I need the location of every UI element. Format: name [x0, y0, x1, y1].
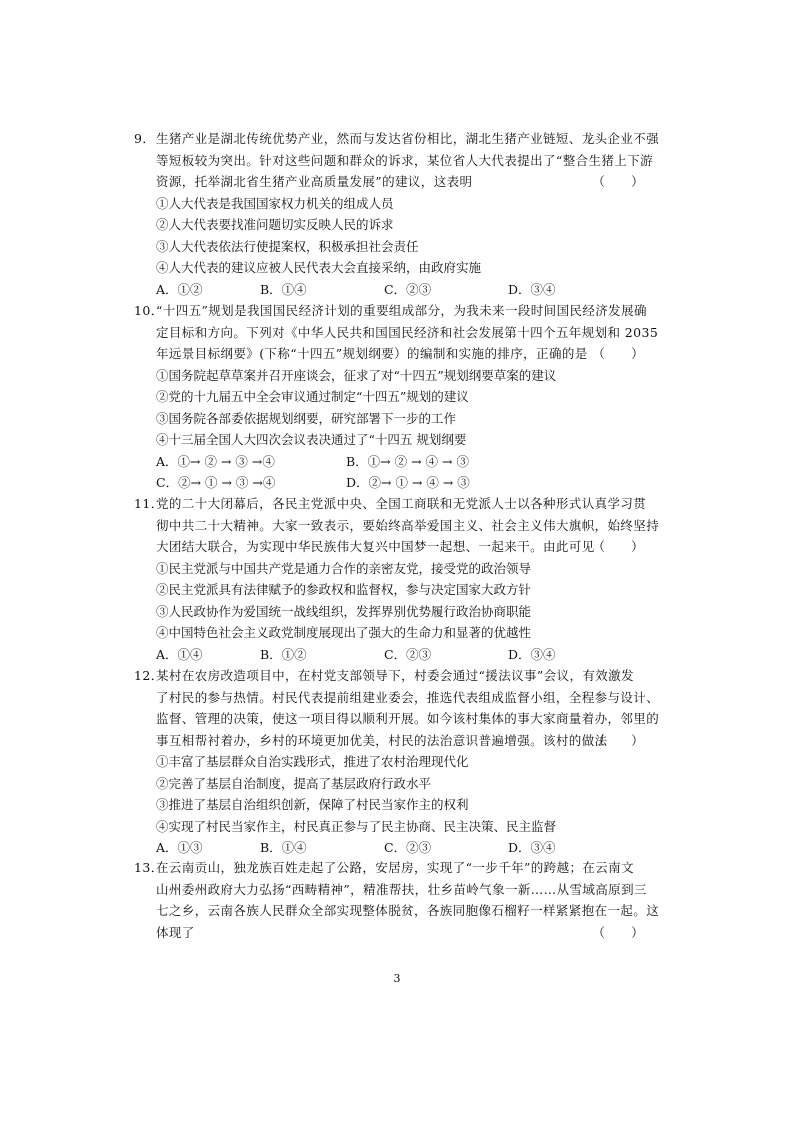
option-row	[136, 279, 644, 301]
question-stem-line: 定目标和方向。下列对《中华人民共和国国民经济和社会发展第十四个五年规划和 2035	[156, 324, 659, 340]
statement-item: ①民主党派与中国共产党是通力合作的亲密友党，接受党的政治领导	[156, 560, 532, 576]
question-number: 9．	[134, 131, 156, 146]
option-d: D．③④	[508, 281, 556, 297]
question-stem-line: 山州委州政府大力弘扬“西畴精神”，精准帮扶，壮乡苗岭气象一新……从雪域高原到三	[156, 881, 647, 897]
statement-item: ①国务院起草草案并召开座谈会，征求了对“十四五”规划纲要草案的建议	[156, 367, 557, 383]
statement-item: ②党的十九届五中全会审议通过制定“十四五”规划的建议	[156, 389, 469, 404]
option-c: C．②③	[384, 646, 432, 662]
statement-item: ④人大代表的建议应被人民代表大会直接采纳，由政府实施	[156, 260, 482, 275]
answer-paren: （ ）	[592, 346, 644, 361]
statement-item: ③国务院各部委依据规划纲要，研究部署下一步的工作	[156, 410, 457, 426]
statement-item: ②民主党派具有法律赋予的参政权和监督权，参与决定国家大政方针	[156, 582, 532, 597]
question-stem-line: 监督、管理的决策，使这一项目得以顺利开展。如今该村集体的事大家商量着办，邻里的	[156, 711, 660, 726]
option-b: B．①④	[260, 840, 307, 855]
statement-item: ③人大代表依法行使提案权，积极承担社会责任	[156, 238, 419, 254]
option-a: A．①②	[156, 281, 203, 297]
question-11	[134, 493, 660, 665]
option-c: C．②③	[384, 281, 432, 297]
statement-item: ③推进了基层自治组织创新，保障了村民当家作主的权利	[156, 797, 469, 812]
question-number: 10．	[134, 303, 164, 318]
question-stem-line: 大团结大联合，为实现中华民族伟大复兴中国梦一起想、一起来干。由此可见	[156, 539, 595, 554]
question-number: 12．	[134, 668, 164, 683]
option-c: C．②→ ① → ③ →④	[156, 475, 276, 490]
option-d: D．③④	[508, 646, 556, 662]
question-stem-line: 七之乡，云南各族人民群众全部实现整体脱贫，各族同胞像石榴籽一样紧紧抱在一起。这	[156, 903, 660, 918]
question-12	[134, 665, 660, 859]
statement-item: ②完善了基层自治制度，提高了基层政府行政水平	[156, 775, 432, 791]
question-stem-line: 党的二十大闭幕后，各民主党派中央、全国工商联和无党派人士以各种形式认真学习贯	[156, 496, 647, 511]
question-stem-line: 体现了	[156, 924, 195, 940]
question-stem-line: 资源，托举湖北省生猪产业高质量发展”的建议，这表明	[156, 174, 473, 189]
statement-item: ①丰富了基层群众自治实践形式，推进了农村治理现代化	[156, 754, 469, 769]
question-stem-line: 生猪产业是湖北传统优势产业，然而与发达省份相比，湖北生猪产业链短、龙头企业不强	[156, 131, 660, 146]
statement-item: ④十三届全国人大四次会议表决通过了“十四五 规划纲要	[156, 432, 467, 447]
page-number: 3	[393, 972, 401, 985]
option-row	[136, 644, 644, 666]
question-number: 11．	[134, 496, 164, 511]
question-stem-line: “十四五”规划是我国国民经济计划的重要组成部分，为我未来一段时间国民经济发展确	[156, 303, 647, 318]
statement-item: ①人大代表是我国国家权力机关的组成人员	[156, 195, 394, 211]
question-stem-line: 事互相帮衬着办，乡村的环境更加优美，村民的法治意识普遍增强。该村的做法	[156, 732, 608, 748]
answer-paren: （ ）	[592, 539, 644, 554]
option-d: D．②→ ① → ④ → ③	[346, 475, 470, 490]
question-stem-line: 等短板较为突出。针对这些问题和群众的诉求，某位省人大代表提出了“整合生猪上下游	[156, 152, 653, 168]
question-stem-line: 某村在农房改造项目中，在村党支部领导下，村委会通过“援法议事”会议，有效激发	[156, 668, 634, 683]
question-9	[134, 128, 660, 300]
question-number: 13．	[134, 860, 164, 875]
option-row	[136, 451, 644, 473]
statement-item: ④实现了村民当家作主，村民真正参与了民主协商、民主决策、民主监督	[156, 818, 557, 834]
option-a: A．①③	[156, 840, 203, 855]
option-a: A．①④	[156, 646, 203, 662]
question-13	[134, 857, 660, 943]
option-c: C．②③	[384, 840, 432, 855]
statement-item: ②人大代表要找准问题切实反映人民的诉求	[156, 217, 394, 232]
question-stem-line: 年远景目标纲要》(下称“十四五”规划纲要）的编制和实施的排序，正确的是	[156, 346, 588, 361]
question-stem-line: 了村民的参与热情。村民代表提前组建业委会，推选代表组成监督小组，全程参与设计、	[156, 689, 660, 705]
answer-paren: （ ）	[592, 732, 644, 748]
question-stem-line: 彻中共二十大精神。大家一致表示，要始终高举爱国主义、社会主义伟大旗帜，始终坚持	[156, 517, 660, 533]
question-10	[134, 300, 659, 494]
question-stem-line: 在云南贡山，独龙族百姓走起了公路，安居房，实现了“一步千年”的跨越；在云南文	[156, 860, 634, 875]
option-b: B．①②	[260, 646, 307, 662]
answer-paren: （ ）	[592, 174, 644, 189]
answer-paren: （ ）	[592, 924, 644, 940]
statement-item: ④中国特色社会主义政党制度展现出了强大的生命力和显著的优越性	[156, 625, 532, 640]
option-row	[136, 472, 644, 494]
option-b: B．①→ ② → ④ → ③	[346, 453, 469, 469]
option-a: A．①→ ② → ③ →④	[156, 453, 275, 469]
option-b: B．①④	[260, 281, 307, 297]
option-row	[136, 837, 644, 859]
statement-item: ③人民政协作为爱国统一战线组织，发挥界别优势履行政治协商职能	[156, 603, 532, 619]
option-d: D．③④	[508, 840, 556, 855]
